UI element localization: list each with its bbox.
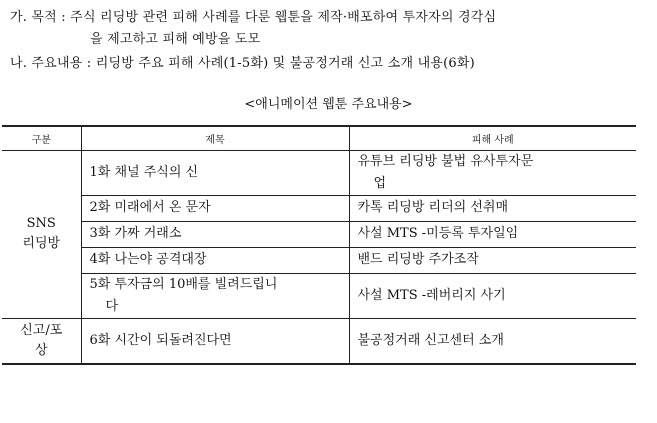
webtoon-content-table: [2, 125, 636, 365]
header-category: 구분: [2, 126, 81, 150]
episode-title-text-cont: 다: [105, 298, 119, 314]
damage-case: [349, 221, 636, 247]
category-label-line1: 신고/포: [20, 322, 63, 338]
table-header-row: [2, 126, 636, 150]
damage-case: [349, 247, 636, 273]
category-label-line1: SNS: [26, 216, 56, 231]
damage-case-text: 밴드 리딩방 주가조작: [357, 252, 479, 267]
damage-case-text-cont: 업: [373, 175, 387, 191]
table-caption: <애니메이션 웹툰 주요내용>: [244, 97, 413, 112]
category-label-line2: 리딩방: [22, 236, 61, 251]
header-damage-case: 피해 사례: [349, 126, 636, 150]
episode-title: [81, 273, 349, 318]
purpose-line-1: 가. 목적 : 주식 리딩방 관련 피해 사례를 다룬 웹툰을 제작·배포하여 투자자의 경각심: [10, 10, 497, 25]
damage-case: [349, 273, 636, 318]
damage-case-text: 불공정거래 신고센터 소개: [357, 332, 504, 348]
content-line: 나. 주요내용 : 리딩방 주요 피해 사례(1-5화) 및 불공정거래 신고 소개 내용(6화): [10, 56, 475, 71]
category-report-reward: [2, 318, 81, 364]
table-row: [2, 247, 636, 273]
table-row: [2, 195, 636, 221]
table-row: [2, 318, 636, 364]
table-row: [2, 273, 636, 318]
episode-title-text: 6화 시간이 되돌려진다면: [89, 332, 232, 348]
episode-title-text: 5화 투자금의 10배를 빌려드립니: [89, 276, 278, 292]
damage-case: [349, 150, 636, 195]
episode-title: [81, 318, 349, 364]
damage-case-text: 사설 MTS -미등록 투자일임: [357, 226, 519, 241]
episode-title-text: 3화 가짜 거래소: [89, 226, 182, 241]
category-label-line2: 상: [34, 342, 48, 358]
episode-title-text: 1화 채널 주식의 신: [89, 164, 199, 180]
damage-case-text: 카톡 리딩방 리더의 선취매: [357, 200, 509, 215]
episode-title: [81, 247, 349, 273]
episode-title: [81, 221, 349, 247]
table-row: [2, 150, 636, 195]
purpose-line-2: 을 제고하고 피해 예방을 도모: [90, 32, 261, 47]
episode-title-text: 4화 나는야 공격대장: [89, 252, 207, 267]
episode-title: [81, 150, 349, 195]
damage-case-text: 유튜브 리딩방 불법 유사투자문: [357, 153, 534, 169]
table-row: [2, 221, 636, 247]
category-sns-leading-room: [2, 150, 81, 318]
episode-title: [81, 195, 349, 221]
damage-case: [349, 195, 636, 221]
damage-case: [349, 318, 636, 364]
episode-title-text: 2화 미래에서 온 문자: [89, 200, 211, 215]
damage-case-text: 사설 MTS -레버리지 사기: [357, 287, 506, 303]
header-title: 제목: [81, 126, 349, 150]
